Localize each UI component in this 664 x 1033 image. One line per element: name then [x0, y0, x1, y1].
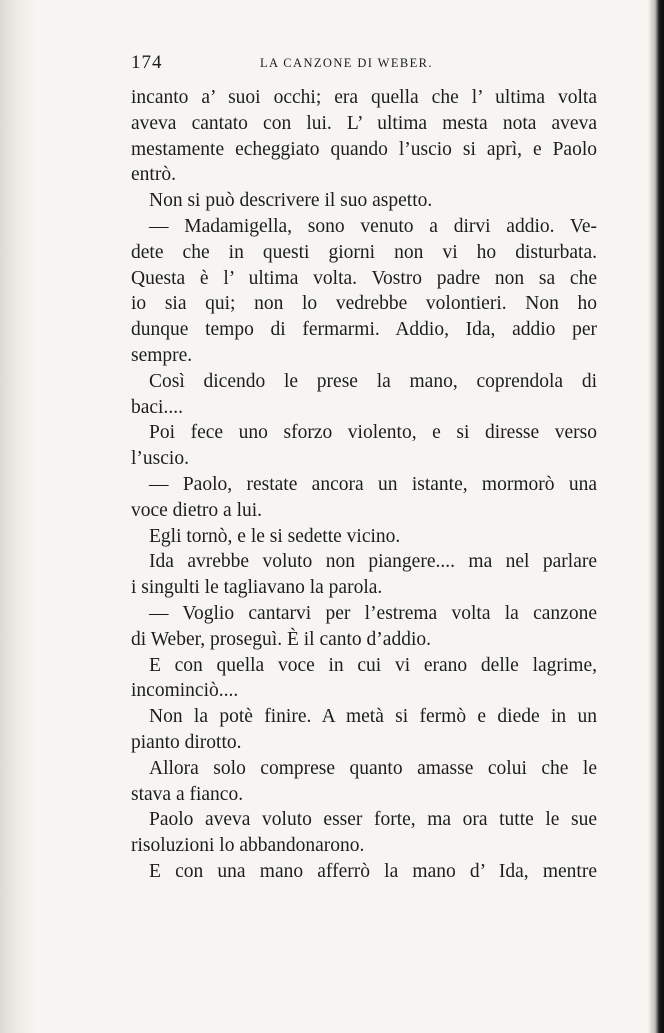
text-line: E con una mano afferrò la mano d’ Ida, mentre [149, 860, 597, 882]
text-line: Egli tornò, e le si sedette vicino. [149, 525, 401, 547]
text-line: Poi fece uno sforzo violento, e si diresse verso [149, 422, 597, 444]
text-line: Questa è l’ ultima volta. Vostro padre non sa che [131, 267, 597, 289]
page-number: 174 [131, 52, 163, 73]
text-line: Non si può descrivere il suo aspetto. [149, 190, 433, 212]
text-line: — Paolo, restate ancora un istante, mormorò una [149, 473, 597, 495]
text-line: Paolo aveva voluto esser forte, ma ora tutte le sue [149, 809, 597, 831]
running-title: LA CANZONE DI WEBER. [260, 56, 433, 70]
text-line: Non la potè finire. A metà si fermò e diede in un [149, 706, 597, 728]
text-line: sempre. [131, 344, 193, 366]
text-line: stava a fianco. [131, 783, 244, 805]
text-line: voce dietro a lui. [131, 499, 263, 521]
text-line: Ida avrebbe voluto non piangere.... ma nel parlare [149, 551, 597, 573]
text-line: io sia qui; non lo vedrebbe volontieri. Non ho [131, 293, 597, 315]
text-line: aveva cantato con lui. L’ ultima mesta nota aveva [131, 112, 597, 134]
text-line: l’uscio. [131, 448, 189, 470]
text-line: E con quella voce in cui vi erano delle lagrime, [149, 654, 597, 676]
text-line: incominciò.... [131, 680, 239, 702]
text-line: di Weber, proseguì. È il canto d’addio. [131, 628, 432, 650]
body-text [131, 85, 597, 885]
text-line: Allora solo comprese quanto amasse colui che le [149, 757, 597, 779]
text-line: dunque tempo di fermarmi. Addio, Ida, addio per [131, 319, 597, 341]
text-line: dete che in questi giorni non vi ho disturbata. [131, 241, 597, 263]
text-line: baci.... [131, 396, 183, 418]
text-line: — Madamigella, sono venuto a dirvi addio. Ve- [149, 215, 597, 237]
text-line: — Voglio cantarvi per l’estrema volta la canzone [149, 602, 597, 624]
spine-shadow [0, 0, 36, 1033]
text-line: incanto a’ suoi occhi; era quella che l’ ultima volta [131, 87, 597, 108]
text-line: entrò. [131, 164, 176, 186]
text-line: pianto dirotto. [131, 731, 242, 753]
text-line: mestamente echeggiato quando l’uscio si aprì, e Paolo [131, 138, 597, 160]
page-header [131, 52, 601, 78]
text-line: i singulti le tagliavano la parola. [131, 577, 383, 599]
text-line: risoluzioni lo abbandonarono. [131, 835, 365, 857]
text-line: Così dicendo le prese la mano, coprendola di [149, 370, 597, 392]
page-edge-shadow [648, 0, 664, 1033]
